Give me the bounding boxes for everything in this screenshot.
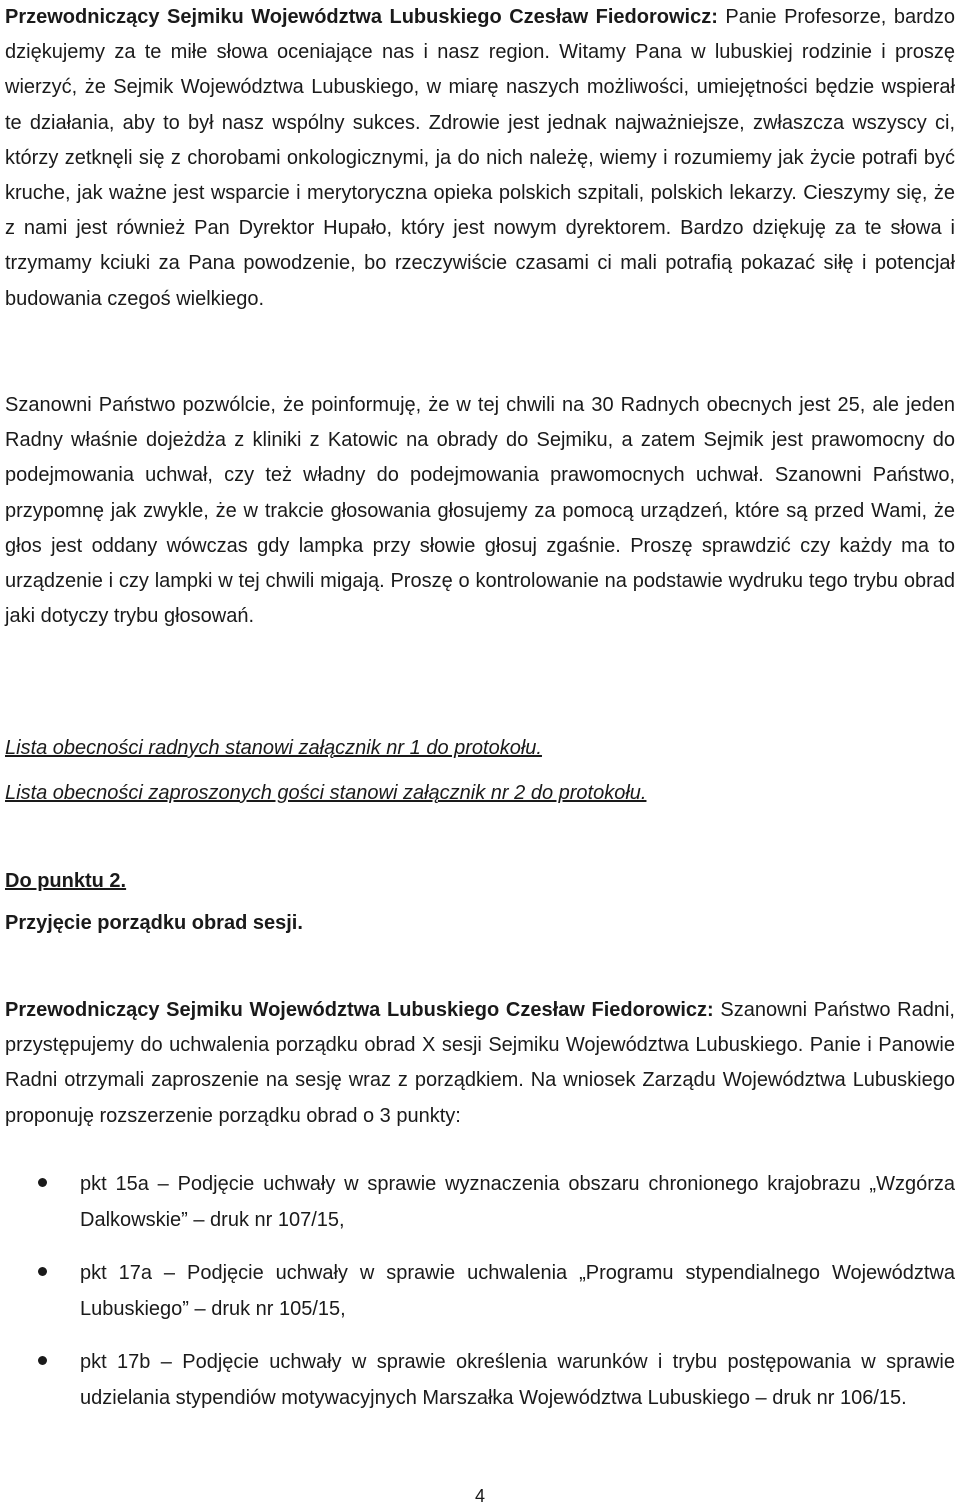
bullet-icon	[38, 1178, 47, 1187]
item-title: Przyjęcie porządku obrad sesji.	[5, 912, 303, 934]
list-item-text: pkt 17a – Podjęcie uchwały w sprawie uchwalenia „Programu stypendialnego Województwa Lubuskiego” – druk nr 105/15,	[80, 1262, 955, 1320]
paragraph-text: Szanowni Państwo pozwólcie, że poinformuję, że w tej chwili na 30 Radnych obecnych jest 25, ale jeden Radny właśnie dojeżdża z kliniki z Katowic na obrady do Sejmiku, a zatem Sejmik jest prawomocny do podejmowania uchwał, czy też władny do podejmowania prawomocnych uchwał. Szanowni Państwo, przypomnę jak zwykle, że w trakcie głosowania głosujemy za pomocą urządzeń, które są przed Wami, że głos jest oddany wówczas gdy lampka przy słowie głosuj zgaśnie. Proszę sprawdzić czy każdy ma to urządzenie i czy lampki w tej chwili migają. Proszę o kontrolowanie na podstawie wydruku tego trybu obrad jaki dotyczy trybu głosowań.	[5, 394, 955, 628]
agenda-additions-list	[0, 1166, 955, 1433]
list-item-text: pkt 17b – Podjęcie uchwały w sprawie określenia warunków i trybu postępowania w sprawie udzielania stypendiów motywacyjnych Marszałka Województwa Lubuskiego – druk nr 106/15.	[80, 1351, 955, 1409]
bullet-icon	[38, 1356, 47, 1365]
paragraph-agenda-proposal	[5, 993, 955, 1134]
page-number: 4	[474, 1486, 485, 1506]
list-item	[0, 1344, 955, 1416]
speaker-name: Przewodniczący Sejmiku Województwa Lubuskiego Czesław Fiedorowicz:	[5, 999, 714, 1021]
item-heading: Do punktu 2.	[5, 870, 127, 892]
list-item	[0, 1255, 955, 1327]
paragraph-text: Szanowni Państwo Radni, przystępujemy do uchwalenia porządku obrad X sesji Sejmiku Województwa Lubuskiego. Panie i Panowie Radni otrzymali zaproszenie na sesję wraz z porządkiem. Na wniosek Zarządu Województwa Lubuskiego proponuję rozszerzenie porządku obrad o 3 punkty:	[5, 999, 955, 1127]
attachment-note-1: Lista obecności radnych stanowi załącznik nr 1 do protokołu.	[5, 737, 542, 759]
attachment-note-2: Lista obecności zaproszonych gości stanowi załącznik nr 2 do protokołu.	[5, 782, 647, 804]
list-item	[0, 1166, 955, 1238]
speaker-name: Przewodniczący Sejmiku Województwa Lubuskiego Czesław Fiedorowicz:	[5, 6, 718, 28]
list-item-text: pkt 15a – Podjęcie uchwały w sprawie wyznaczenia obszaru chronionego krajobrazu „Wzgórza Dalkowskie” – druk nr 107/15,	[80, 1173, 955, 1231]
bullet-icon	[38, 1267, 47, 1276]
paragraph-chairman-thanks	[5, 0, 955, 317]
paragraph-text: Panie Profesorze, bardzo dziękujemy za te miłe słowa oceniające nas i nasz region. Witamy Pana w lubuskiej rodzinie i proszę wierzyć, że Sejmik Województwa Lubuskiego, w miarę naszych możliwości, umiejętności będzie wspierał te działania, aby to był nasz wspólny sukces. Zdrowie jest jednak najważniejsze, zwłaszcza wszyscy ci, którzy zetknęli się z chorobami onkologicznymi, ja do nich należę, wiemy i rozumiemy jak życie potrafi być kruche, jak ważne jest wsparcie i merytoryczna opieka polskich szpitali, polskich lekarzy. Cieszymy się, że z nami jest również Pan Dyrektor Hupało, który jest nowym dyrektorem. Bardzo dziękuję za te słowa i trzymamy kciuki za Pana powodzenie, bo rzeczywiście czasami ci mali potrafią pokazać siłę i potencjał budowania czegoś wielkiego.	[5, 6, 955, 310]
paragraph-quorum-info	[5, 388, 955, 634]
